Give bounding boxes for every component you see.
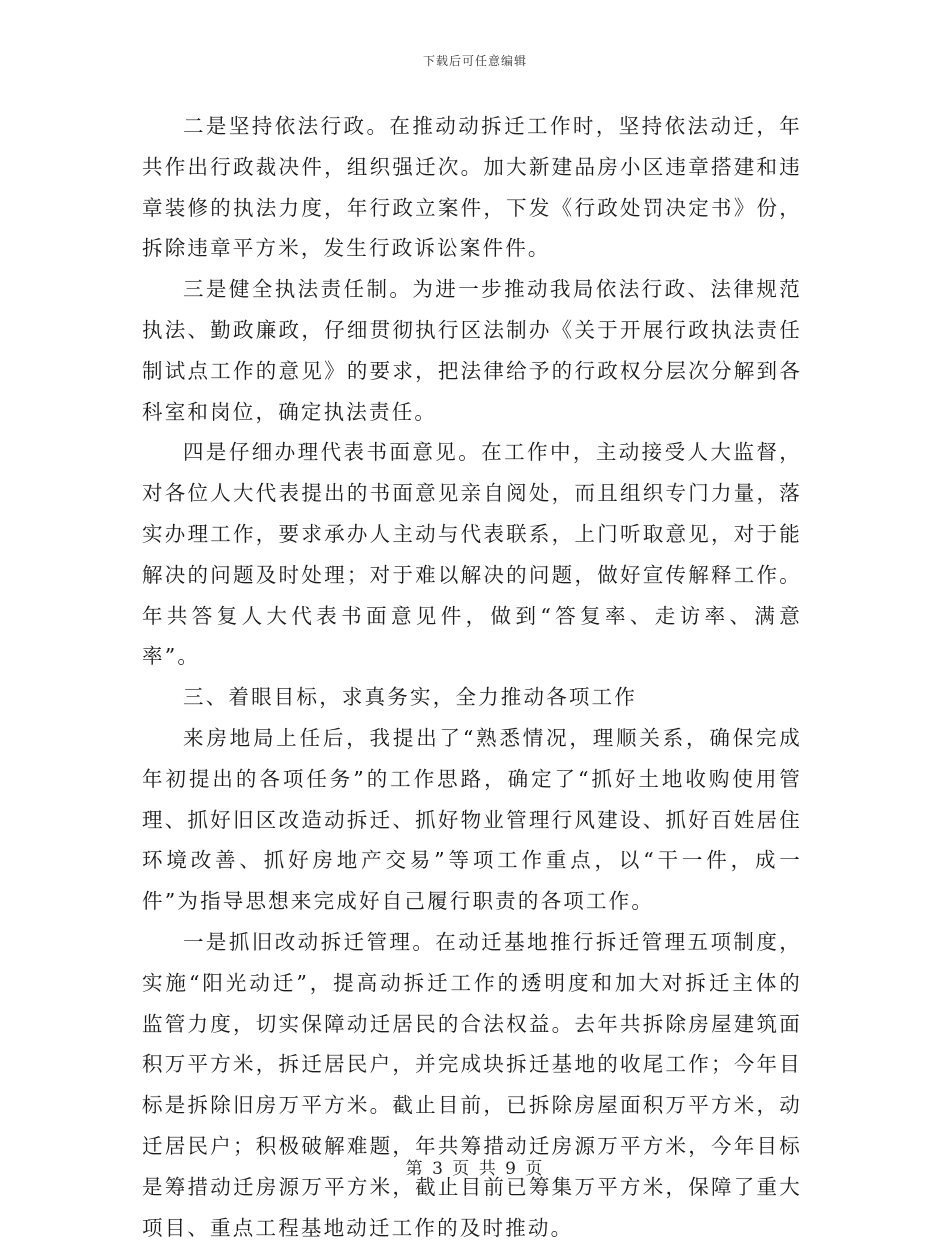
- header-note: 下载后可任意编辑: [422, 54, 527, 68]
- paragraph-responsibility-system: 三是健全执法责任制。为进一步推动我局依法行政、法律规范执法、勤政廉政，仔细贯彻执行区法制办《关于开展行政执法责任制试点工作的意见》的要求，把法律给予的行政权分层次分解到各科室和岗位，确定执法责任。: [142, 277, 802, 424]
- body-text: [142, 106, 802, 1248]
- paragraph-lawful-administration: 二是坚持依法行政。在推动动拆迁工作时，坚持依法动迁，年共作出行政裁决件，组织强迁次。加大新建品房小区违章搭建和违章装修的执法力度，年行政立案件，下发《行政处罚决定书》份，拆除违章平方米，发生行政诉讼案件件。: [142, 114, 802, 261]
- paragraph-deputy-opinions: 四是仔细办理代表书面意见。在工作中，主动接受人大监督，对各位人大代表提出的书面意见亲自阅处，而且组织专门力量，落实办理工作，要求承办人主动与代表联系，上门听取意见，对于能解决的问题及时处理；对于难以解决的问题，做好宣传解释工作。年共答复人大代表书面意见件，做到“答复率、走访率、满意率”。: [142, 440, 802, 669]
- page-number: 第 3 页 共 9 页: [405, 1159, 545, 1179]
- paragraph-work-approach: 来房地局上任后，我提出了“熟悉情况，理顺关系，确保完成年初提出的各项任务”的工作思路，确定了“抓好土地收购使用管理、抓好旧区改造动拆迁、抓好物业管理行风建设、抓好百姓居住环境改善、抓好房地产交易”等项工作重点，以“干一件，成一件”为指导思想来完成好自己履行职责的各项工作。: [142, 725, 802, 914]
- section-heading-three: 三、着眼目标，求真务实，全力推动各项工作: [183, 685, 637, 710]
- paragraph-demolition-management: 一是抓旧改动拆迁管理。在动迁基地推行拆迁管理五项制度，实施“阳光动迁”，提高动拆迁工作的透明度和加大对拆迁主体的监管力度，切实保障动迁居民的合法权益。去年共拆除房屋建筑面积万平方米，拆迁居民户，并完成块拆迁基地的收尾工作；今年目标是拆除旧房万平方米。截止目前，已拆除房屋面积万平方米，动迁居民户；积极破解难题，年共筹措动迁房源万平方米，今年目标是筹措动迁房源万平方米，截止目前已筹集万平方米，保障了重大项目、重点工程基地动迁工作的及时推动。: [142, 929, 802, 1240]
